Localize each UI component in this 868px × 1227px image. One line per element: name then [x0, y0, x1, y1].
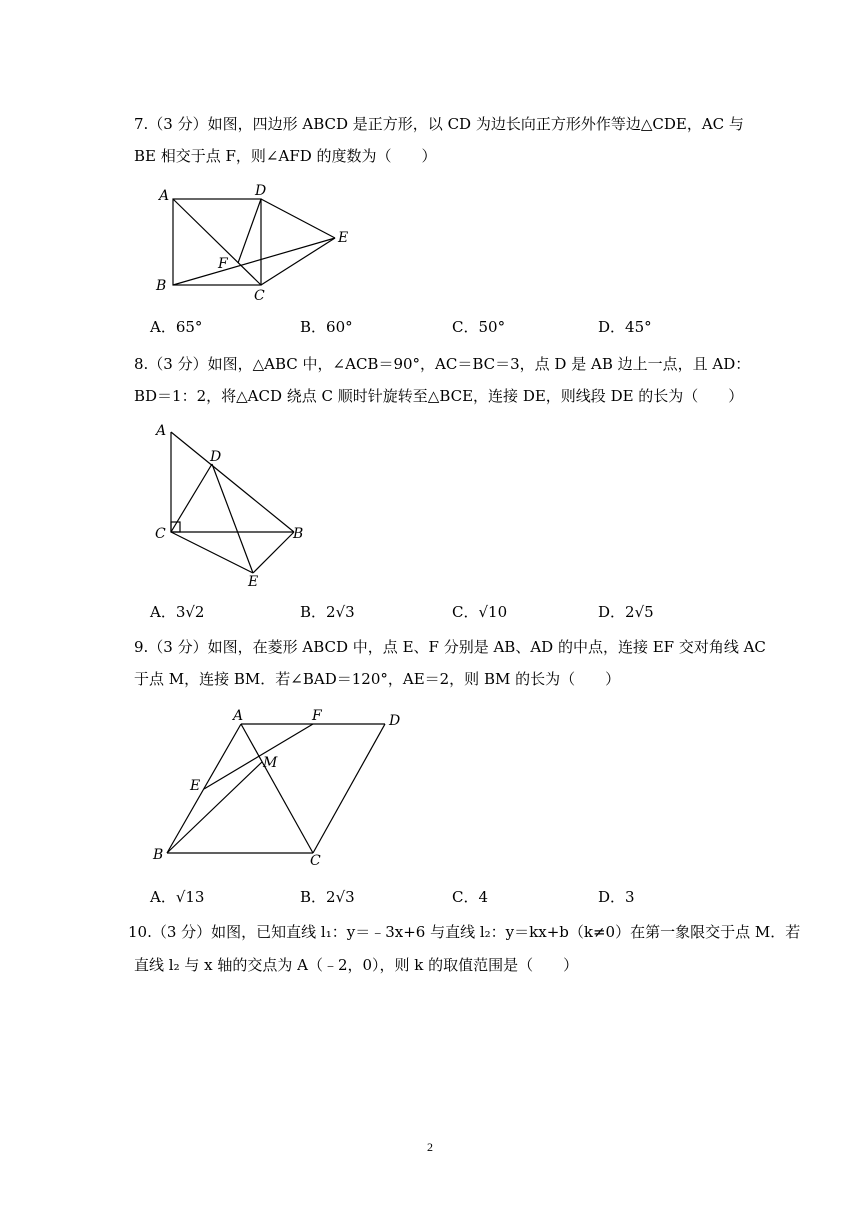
q7-label-A: A — [159, 188, 170, 204]
q8-line1: 8.（3 分）如图，△ABC 中，∠ACB＝90°，AC＝BC＝3，点 D 是 AB 边上一点，且 AD： — [134, 355, 751, 373]
q10-line2: 直线 l₂ 与 x 轴的交点为 A（﹣2，0），则 k 的取值范围是（ ） — [134, 956, 579, 974]
q8-label-A: A — [156, 423, 167, 439]
q8-label-C: C — [155, 526, 166, 542]
q10-line1: 10.（3 分）如图，已知直线 l₁：y＝﹣3x+6 与直线 l₂：y＝kx+b（k≠0）在第一象限交于点 M．若 — [128, 923, 801, 941]
q7-option-a[interactable]: A．65° — [150, 318, 203, 336]
q9-line1: 9.（3 分）如图，在菱形 ABCD 中，点 E、F 分别是 AB、AD 的中点，连接 EF 交对角线 AC — [134, 638, 766, 656]
q8-option-a[interactable]: A．3√2 — [150, 603, 205, 621]
q7-label-F: F — [218, 256, 228, 272]
q9-label-A: A — [233, 708, 244, 724]
q7-option-c[interactable]: C．50° — [452, 318, 506, 336]
q8-label-B: B — [293, 526, 304, 542]
q7-label-B: B — [156, 278, 167, 294]
q8-figure-right-triangle-rotation — [148, 418, 318, 590]
q7-line2: BE 相交于点 F，则∠AFD 的度数为（ ） — [134, 147, 437, 165]
q7-label-C: C — [254, 288, 265, 304]
q9-figure-rhombus — [150, 705, 410, 870]
q8-line2: BD＝1：2，将△ACD 绕点 C 顺时针旋转至△BCE，连接 DE，则线段 DE 的长为（ ） — [134, 387, 744, 405]
q8-option-b[interactable]: B．2√3 — [300, 603, 355, 621]
q7-figure-square-triangle — [150, 180, 360, 305]
q9-label-E: E — [190, 778, 201, 794]
q9-label-B: B — [153, 847, 164, 863]
q9-label-F: F — [312, 708, 322, 724]
q9-option-d[interactable]: D．3 — [598, 888, 635, 906]
q7-label-D: D — [255, 183, 267, 199]
q9-line2: 于点 M，连接 BM．若∠BAD＝120°，AE＝2，则 BM 的长为（ ） — [134, 670, 621, 688]
q9-label-M: M — [263, 755, 278, 771]
q9-option-b[interactable]: B．2√3 — [300, 888, 355, 906]
q7-option-d[interactable]: D．45° — [598, 318, 652, 336]
q7-label-E: E — [338, 230, 349, 246]
q9-option-c[interactable]: C．4 — [452, 888, 489, 906]
page-number: 2 — [427, 1140, 433, 1154]
q9-label-D: D — [389, 713, 401, 729]
q9-option-a[interactable]: A．√13 — [150, 888, 205, 906]
q7-option-b[interactable]: B．60° — [300, 318, 353, 336]
q8-option-d[interactable]: D．2√5 — [598, 603, 654, 621]
q8-label-D: D — [210, 449, 222, 465]
q8-label-E: E — [248, 574, 259, 590]
q7-line1: 7.（3 分）如图，四边形 ABCD 是正方形，以 CD 为边长向正方形外作等边△CDE，AC 与 — [134, 115, 744, 133]
q8-option-c[interactable]: C．√10 — [452, 603, 508, 621]
q9-label-C: C — [310, 853, 321, 869]
